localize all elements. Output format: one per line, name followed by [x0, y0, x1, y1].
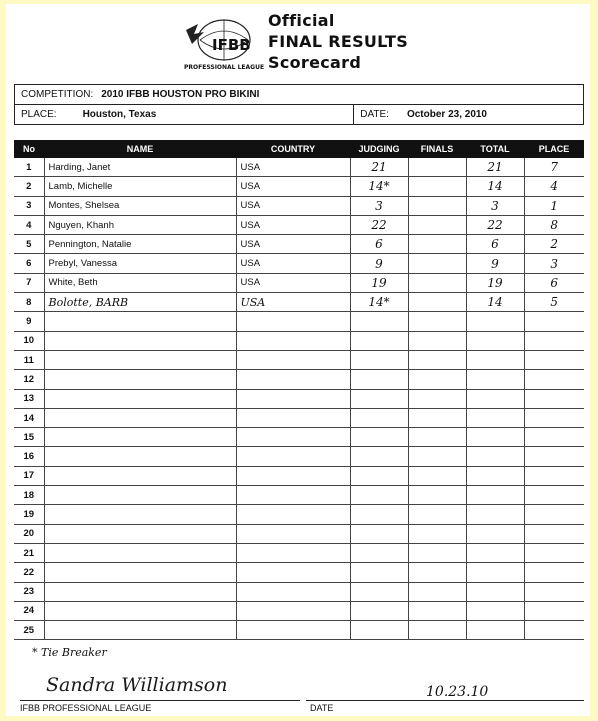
cell-no: 12 [14, 370, 44, 389]
cell-total [466, 543, 524, 562]
cell-place [524, 312, 584, 331]
cell-judging: 21 [350, 158, 408, 177]
cell-country [236, 505, 350, 524]
cell-country [236, 466, 350, 485]
table-header [14, 140, 584, 158]
cell-total [466, 505, 524, 524]
table-row [14, 408, 584, 427]
title-final-results: FINAL RESULTS [268, 32, 409, 51]
place-label: PLACE: [21, 109, 57, 120]
cell-name [44, 428, 236, 447]
cell-judging [350, 505, 408, 524]
cell-total [466, 466, 524, 485]
cell-name [44, 486, 236, 505]
cell-total: 14 [466, 177, 524, 196]
cell-place: 1 [524, 196, 584, 215]
cell-name [44, 621, 236, 640]
cell-finals [408, 158, 466, 177]
cell-finals [408, 543, 466, 562]
cell-no: 8 [14, 293, 44, 312]
cell-judging: 9 [350, 254, 408, 273]
cell-finals [408, 254, 466, 273]
table-row [14, 582, 584, 601]
date-label: DATE: [360, 109, 389, 120]
cell-country [236, 563, 350, 582]
cell-country [236, 601, 350, 620]
cell-finals [408, 177, 466, 196]
cell-name [44, 524, 236, 543]
cell-place: 8 [524, 215, 584, 234]
cell-no: 13 [14, 389, 44, 408]
cell-judging [350, 601, 408, 620]
place-date-row [15, 105, 583, 124]
handwritten-date: 10.23.10 [426, 684, 489, 700]
col-name: NAME [44, 140, 236, 158]
cell-place [524, 543, 584, 562]
table-row [14, 524, 584, 543]
cell-place [524, 563, 584, 582]
cell-no: 21 [14, 543, 44, 562]
cell-total [466, 408, 524, 427]
table-row [14, 428, 584, 447]
table-row [14, 196, 584, 215]
cell-name [44, 447, 236, 466]
cell-no: 11 [14, 350, 44, 369]
cell-country [236, 370, 350, 389]
cell-no: 17 [14, 466, 44, 485]
cell-no: 9 [14, 312, 44, 331]
cell-country [236, 408, 350, 427]
cell-total: 22 [466, 215, 524, 234]
results-table [14, 140, 584, 640]
cell-no: 22 [14, 563, 44, 582]
cell-country: USA [236, 196, 350, 215]
cell-total [466, 524, 524, 543]
svg-text:PROFESSIONAL LEAGUE: PROFESSIONAL LEAGUE [184, 64, 265, 71]
table-row [14, 466, 584, 485]
scorecard-sheet [6, 4, 590, 716]
cell-place [524, 389, 584, 408]
cell-place [524, 582, 584, 601]
place-value: Houston, Texas [82, 109, 157, 120]
cell-place [524, 524, 584, 543]
cell-country [236, 447, 350, 466]
cell-judging [350, 543, 408, 562]
cell-country [236, 582, 350, 601]
cell-finals [408, 466, 466, 485]
cell-total [466, 331, 524, 350]
cell-no: 3 [14, 196, 44, 215]
cell-no: 4 [14, 215, 44, 234]
cell-no: 10 [14, 331, 44, 350]
cell-finals [408, 447, 466, 466]
ifbb-logo [178, 12, 266, 72]
table-row [14, 293, 584, 312]
cell-judging [350, 486, 408, 505]
table-row [14, 215, 584, 234]
table-row [14, 331, 584, 350]
table-row [14, 273, 584, 292]
table-row [14, 486, 584, 505]
cell-total: 21 [466, 158, 524, 177]
cell-no: 20 [14, 524, 44, 543]
cell-place: 7 [524, 158, 584, 177]
cell-finals [408, 350, 466, 369]
cell-place: 2 [524, 235, 584, 254]
cell-total [466, 486, 524, 505]
competition-value: 2010 IFBB HOUSTON PRO BIKINI [101, 89, 260, 100]
cell-country: USA [236, 293, 350, 312]
results-body [14, 158, 584, 640]
cell-judging [350, 370, 408, 389]
cell-place [524, 428, 584, 447]
cell-finals [408, 389, 466, 408]
cell-country [236, 331, 350, 350]
date-value: October 23, 2010 [406, 109, 487, 120]
cell-judging: 14* [350, 293, 408, 312]
cell-total [466, 563, 524, 582]
cell-name [44, 563, 236, 582]
cell-country [236, 621, 350, 640]
table-row [14, 621, 584, 640]
col-place: PLACE [524, 140, 584, 158]
cell-country: USA [236, 235, 350, 254]
cell-no: 6 [14, 254, 44, 273]
cell-no: 25 [14, 621, 44, 640]
cell-no: 2 [14, 177, 44, 196]
cell-total [466, 350, 524, 369]
cell-judging: 22 [350, 215, 408, 234]
cell-name: White, Beth [44, 273, 236, 292]
cell-judging [350, 408, 408, 427]
cell-name [44, 466, 236, 485]
cell-country [236, 543, 350, 562]
cell-total: 14 [466, 293, 524, 312]
table-row [14, 505, 584, 524]
cell-total [466, 601, 524, 620]
cell-no: 1 [14, 158, 44, 177]
cell-country [236, 312, 350, 331]
date-caption: DATE [310, 703, 334, 713]
cell-name [44, 350, 236, 369]
cell-no: 23 [14, 582, 44, 601]
cell-finals [408, 408, 466, 427]
cell-finals [408, 331, 466, 350]
cell-no: 19 [14, 505, 44, 524]
svg-text:IFBB: IFBB [212, 36, 251, 54]
signature-caption: IFBB PROFESSIONAL LEAGUE [20, 703, 152, 713]
cell-total [466, 447, 524, 466]
col-judging: JUDGING [350, 140, 408, 158]
cell-no: 7 [14, 273, 44, 292]
cell-name [44, 389, 236, 408]
cell-name [44, 582, 236, 601]
cell-total: 3 [466, 196, 524, 215]
cell-place: 6 [524, 273, 584, 292]
cell-place [524, 447, 584, 466]
cell-name [44, 543, 236, 562]
col-country: COUNTRY [236, 140, 350, 158]
cell-name [44, 312, 236, 331]
cell-country [236, 428, 350, 447]
table-row [14, 312, 584, 331]
competition-info [14, 84, 584, 125]
cell-judging: 6 [350, 235, 408, 254]
cell-finals [408, 582, 466, 601]
table-row [14, 447, 584, 466]
cell-name: Bolotte, BARB [44, 293, 236, 312]
cell-place [524, 466, 584, 485]
cell-finals [408, 505, 466, 524]
cell-judging [350, 447, 408, 466]
cell-total [466, 582, 524, 601]
cell-judging [350, 350, 408, 369]
cell-name: Montes, Shelsea [44, 196, 236, 215]
table-row [14, 543, 584, 562]
cell-finals [408, 428, 466, 447]
table-row [14, 254, 584, 273]
cell-finals [408, 601, 466, 620]
cell-name [44, 370, 236, 389]
cell-place [524, 331, 584, 350]
cell-finals [408, 196, 466, 215]
table-row [14, 563, 584, 582]
cell-judging [350, 428, 408, 447]
cell-place [524, 486, 584, 505]
cell-place [524, 370, 584, 389]
cell-judging [350, 621, 408, 640]
cell-total: 19 [466, 273, 524, 292]
cell-no: 24 [14, 601, 44, 620]
cell-country [236, 486, 350, 505]
cell-total [466, 389, 524, 408]
cell-finals [408, 235, 466, 254]
tie-breaker-note: * Tie Breaker [32, 646, 107, 659]
cell-country: USA [236, 158, 350, 177]
cell-country [236, 524, 350, 543]
cell-judging [350, 466, 408, 485]
cell-name [44, 505, 236, 524]
cell-judging [350, 524, 408, 543]
cell-judging [350, 389, 408, 408]
cell-place [524, 350, 584, 369]
cell-total [466, 428, 524, 447]
cell-no: 14 [14, 408, 44, 427]
cell-country [236, 350, 350, 369]
cell-no: 5 [14, 235, 44, 254]
col-no: No [14, 140, 44, 158]
cell-finals [408, 293, 466, 312]
cell-place: 3 [524, 254, 584, 273]
cell-place [524, 408, 584, 427]
table-row [14, 235, 584, 254]
cell-total [466, 312, 524, 331]
table-row [14, 389, 584, 408]
cell-finals [408, 215, 466, 234]
cell-name: Lamb, Michelle [44, 177, 236, 196]
competition-label: COMPETITION: [21, 89, 94, 100]
title-official: Official [268, 11, 335, 30]
cell-name: Harding, Janet [44, 158, 236, 177]
cell-place [524, 621, 584, 640]
cell-name: Prebyl, Vanessa [44, 254, 236, 273]
cell-judging [350, 331, 408, 350]
cell-name [44, 331, 236, 350]
cell-judging: 3 [350, 196, 408, 215]
cell-judging [350, 582, 408, 601]
cell-place [524, 505, 584, 524]
signature: Sandra Williamson [46, 674, 228, 696]
cell-no: 18 [14, 486, 44, 505]
cell-name [44, 408, 236, 427]
cell-country: USA [236, 215, 350, 234]
cell-no: 16 [14, 447, 44, 466]
cell-finals [408, 524, 466, 543]
table-row [14, 350, 584, 369]
table-row [14, 370, 584, 389]
competition-row [15, 85, 583, 105]
col-finals: FINALS [408, 140, 466, 158]
cell-country: USA [236, 177, 350, 196]
table-row [14, 158, 584, 177]
cell-total [466, 370, 524, 389]
cell-place [524, 601, 584, 620]
scorecard-title [268, 10, 408, 73]
cell-name [44, 601, 236, 620]
cell-judging [350, 563, 408, 582]
cell-country: USA [236, 273, 350, 292]
cell-total: 6 [466, 235, 524, 254]
cell-judging: 14* [350, 177, 408, 196]
table-row [14, 177, 584, 196]
cell-country: USA [236, 254, 350, 273]
cell-no: 15 [14, 428, 44, 447]
cell-total [466, 621, 524, 640]
cell-finals [408, 370, 466, 389]
date-line [306, 700, 584, 701]
cell-place: 5 [524, 293, 584, 312]
cell-finals [408, 486, 466, 505]
cell-finals [408, 621, 466, 640]
cell-finals [408, 563, 466, 582]
cell-name: Nguyen, Khanh [44, 215, 236, 234]
cell-name: Pennington, Natalie [44, 235, 236, 254]
table-row [14, 601, 584, 620]
cell-judging [350, 312, 408, 331]
cell-finals [408, 312, 466, 331]
title-scorecard: Scorecard [268, 53, 362, 72]
col-total: TOTAL [466, 140, 524, 158]
cell-total: 9 [466, 254, 524, 273]
signature-line [20, 700, 300, 701]
cell-finals [408, 273, 466, 292]
cell-country [236, 389, 350, 408]
cell-place: 4 [524, 177, 584, 196]
cell-judging: 19 [350, 273, 408, 292]
